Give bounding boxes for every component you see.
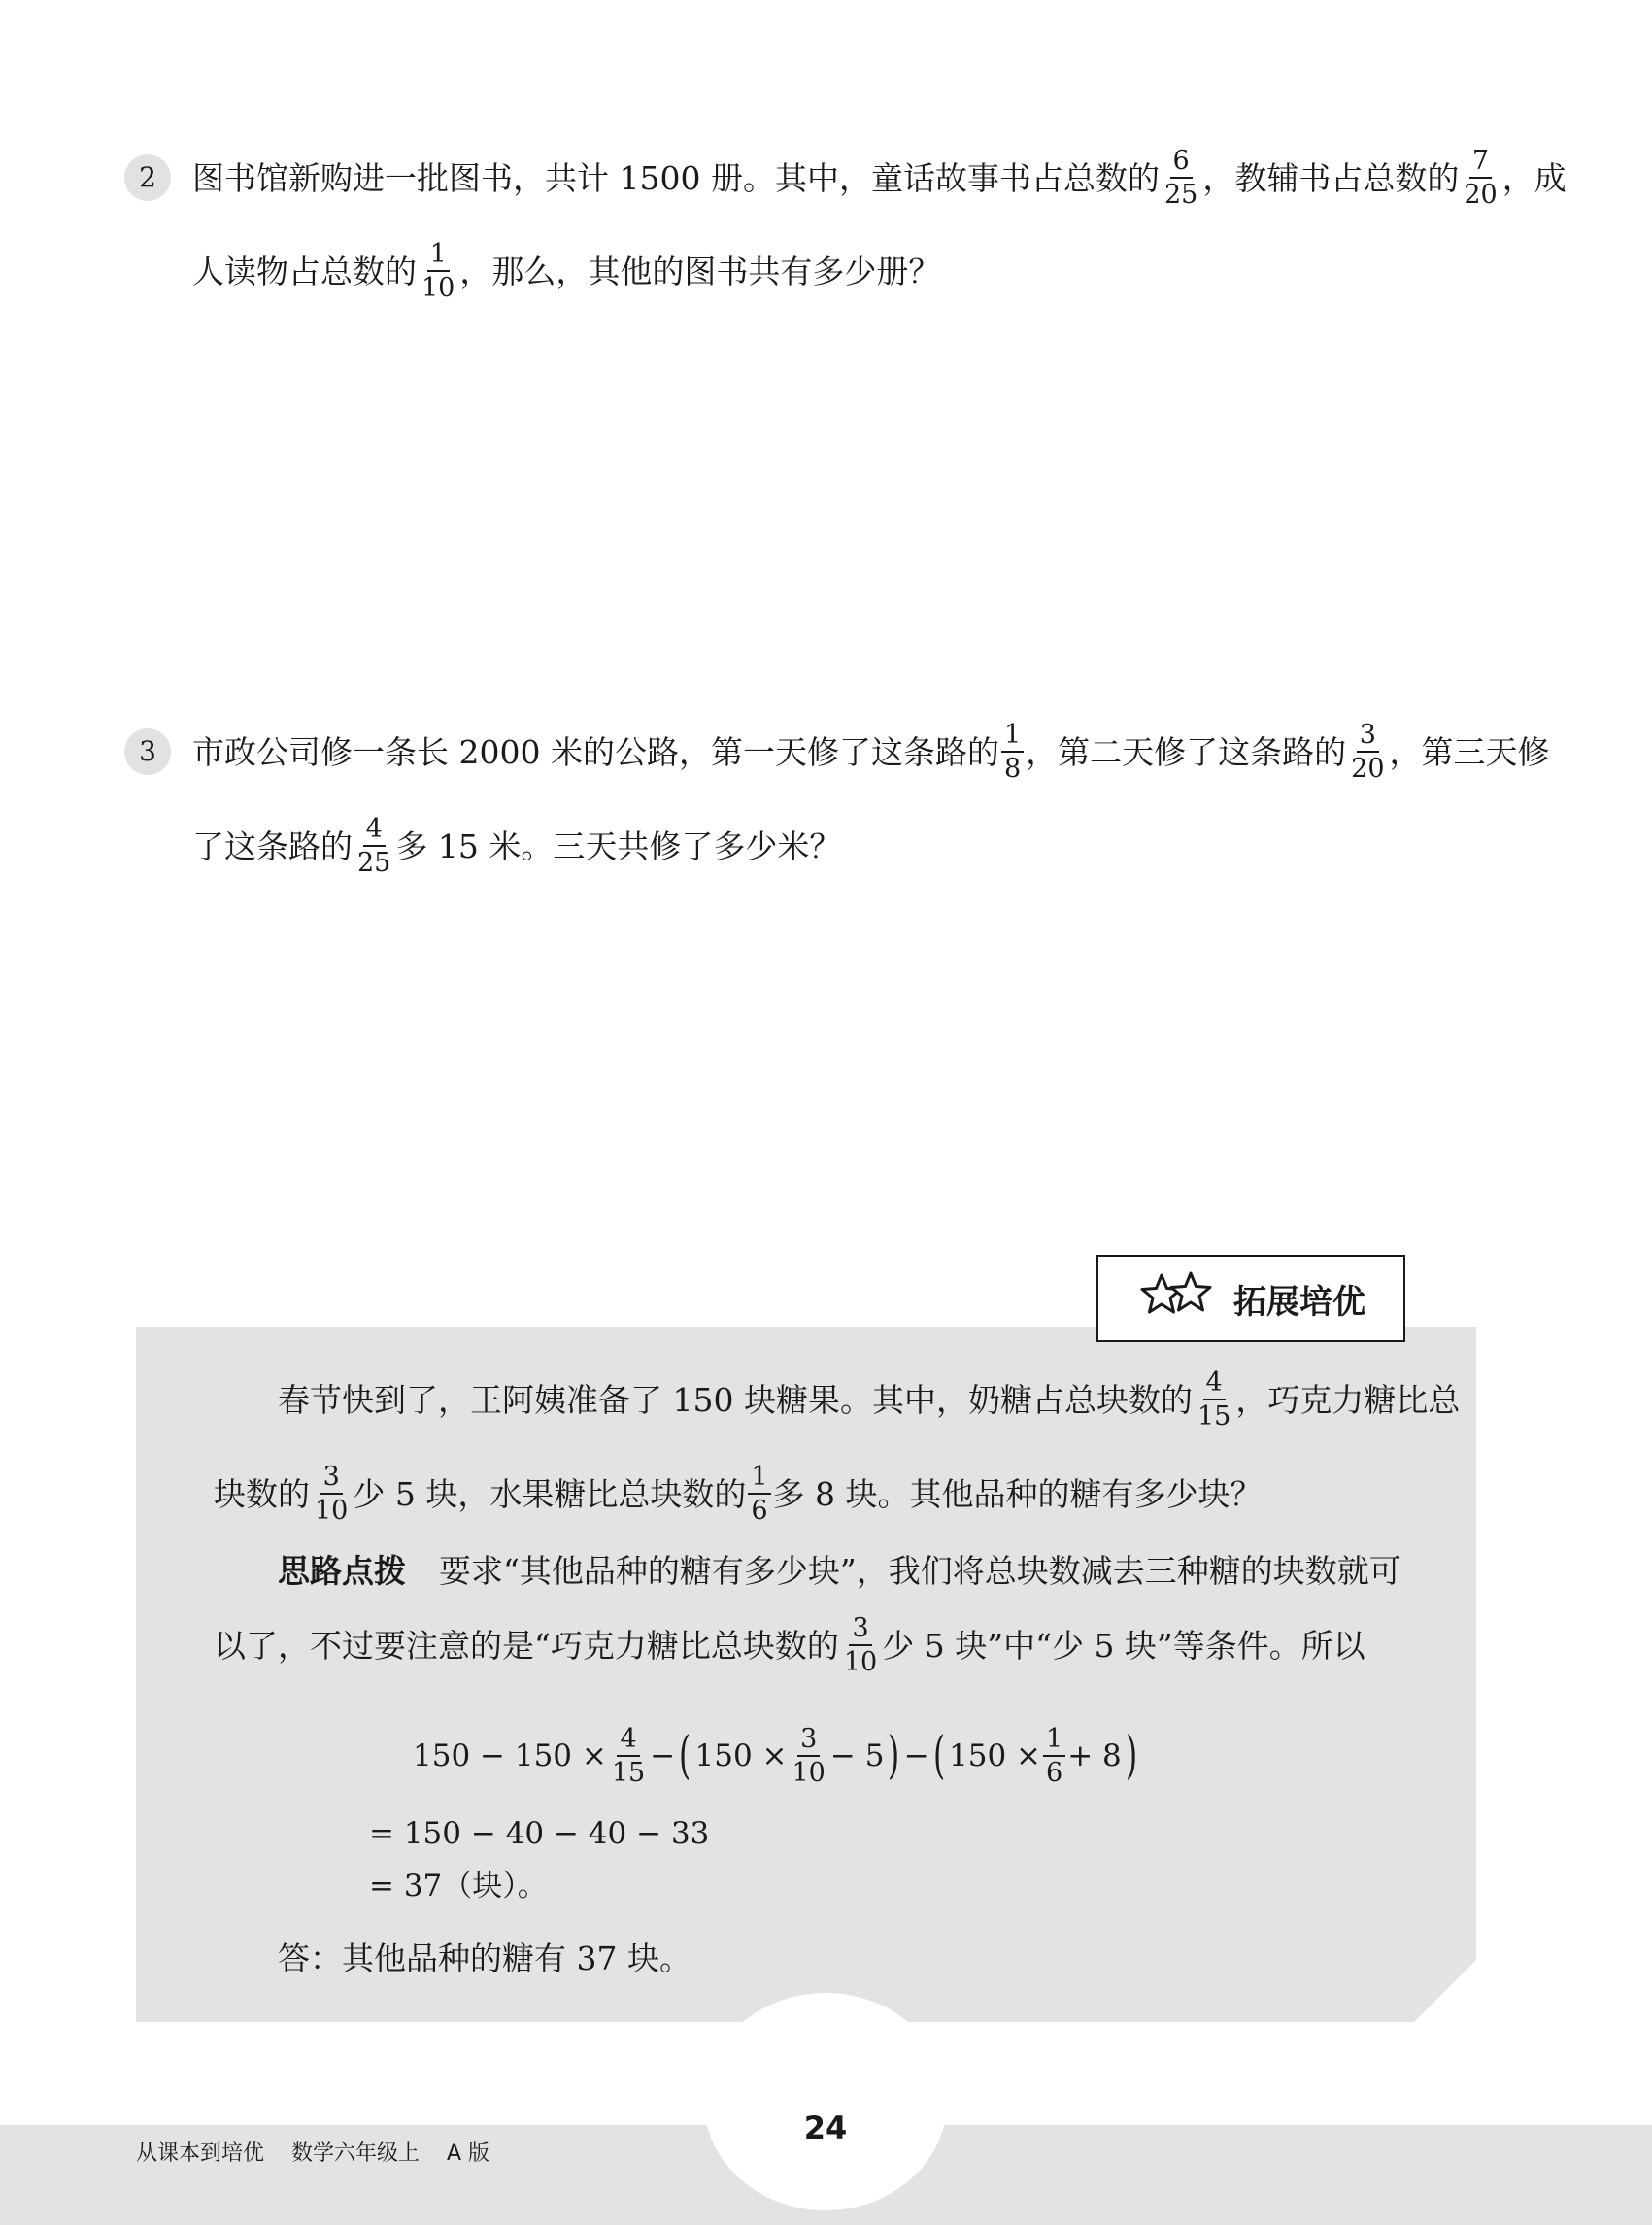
question-2-text: ，成 [1501, 158, 1567, 197]
answer-text: 答：其他品种的糖有 37 块。 [278, 1938, 691, 1977]
formula-paren: ) [1125, 1727, 1137, 1785]
problem-line-2 [214, 1462, 1263, 1526]
section-title: 拓展培优 [1233, 1282, 1365, 1322]
problem-text: ，巧克力糖比总 [1235, 1380, 1461, 1419]
question-3-text: 了这条路的 [192, 826, 353, 865]
section-header [1096, 1255, 1405, 1342]
problem-line-1 [278, 1367, 1460, 1432]
formula-step-2 [369, 1814, 709, 1853]
fraction: $\frac{1}{10}$ [421, 239, 455, 303]
formula-term: 150 × [949, 1737, 1041, 1773]
formula-line [413, 1721, 1141, 1791]
question-3-line-1 [192, 720, 1550, 784]
question-2-text: 人读物占总数的 [192, 252, 417, 290]
hint-label: 思路点拨 [278, 1551, 406, 1590]
problem-text: 块数的 [214, 1474, 310, 1513]
fraction: $\frac{4}{15}$ [1197, 1367, 1231, 1432]
problem-text: 少 5 块，水果糖比总块数的 [353, 1474, 747, 1513]
fraction: $\frac{4}{25}$ [357, 814, 391, 878]
fraction: $\frac{1}{6}$ [1043, 1726, 1065, 1786]
two-stars-icon [1136, 1269, 1218, 1328]
hint-line-1 [278, 1546, 1401, 1595]
formula-paren: ( [679, 1727, 691, 1785]
question-3-text: ，第二天修了这条路的 [1026, 732, 1347, 771]
question-2-text: 图书馆新购进一批图书，共计 1500 册。其中，童话故事书占总数的 [192, 158, 1160, 197]
question-number-badge: 3 [124, 728, 171, 775]
question-3-line-2 [192, 814, 841, 878]
question-3-text: 市政公司修一条长 2000 米的公路，第一天修了这条路的 [192, 732, 999, 771]
page-number: 24 [803, 2109, 848, 2146]
formula-term: 150 − 150 × [413, 1737, 607, 1773]
subject-name: 数学六年级上 [291, 2141, 421, 2166]
question-2-line-1 [192, 146, 1567, 210]
formula-paren: ( [932, 1727, 945, 1785]
question-3-text: ，第三天修 [1389, 732, 1550, 771]
fraction: $\frac{3}{10}$ [792, 1724, 826, 1788]
series-name: 从课本到培优 [136, 2141, 265, 2166]
hint-text: 要求“其他品种的糖有多少块”，我们将总块数减去三种糖的块数就可 [439, 1551, 1401, 1590]
problem-text: 春节快到了，王阿姨准备了 150 块糖果。其中，奶糖占总块数的 [278, 1380, 1193, 1419]
problem-text: 多 8 块。其他品种的糖有多少块？ [772, 1474, 1263, 1513]
question-2-text: ，教辅书占总数的 [1202, 158, 1460, 197]
fraction: $\frac{1}{8}$ [1001, 722, 1024, 782]
formula-term: + 8 [1067, 1737, 1122, 1773]
hint-line-2 [214, 1613, 1365, 1677]
hint-text: 少 5 块”中“少 5 块”等条件。所以 [882, 1626, 1365, 1665]
formula-step-3 [369, 1867, 548, 1905]
formula-step: = 37（块）。 [369, 1868, 548, 1904]
formula-term: − [903, 1737, 929, 1773]
formula-step: = 150 − 40 − 40 − 33 [369, 1815, 710, 1851]
edition-name: A 版 [447, 2141, 490, 2166]
fraction: $\frac{3}{10}$ [843, 1613, 878, 1677]
fraction: $\frac{6}{25}$ [1163, 146, 1198, 210]
book-info [136, 2137, 489, 2167]
question-2-text: ，那么，其他的图书共有多少册？ [459, 252, 941, 290]
fraction: $\frac{7}{20}$ [1464, 146, 1498, 210]
fraction: $\frac{3}{10}$ [315, 1462, 349, 1526]
formula-term: − [650, 1737, 676, 1773]
formula-term: − 5 [829, 1737, 885, 1773]
page-number-circle [704, 1993, 947, 2210]
hint-text: 以了，不过要注意的是“巧克力糖比总块数的 [214, 1626, 839, 1665]
fraction: $\frac{4}{15}$ [611, 1724, 646, 1788]
answer-line [278, 1938, 691, 1977]
question-number-badge: 2 [124, 154, 171, 201]
formula-term: 150 × [694, 1737, 788, 1773]
fraction: $\frac{3}{20}$ [1351, 720, 1385, 784]
question-3-text: 多 15 米。三天共修了多少米？ [395, 826, 842, 865]
question-2-line-2 [192, 239, 940, 303]
formula-paren: ) [888, 1727, 900, 1785]
fraction: $\frac{1}{6}$ [748, 1464, 770, 1524]
